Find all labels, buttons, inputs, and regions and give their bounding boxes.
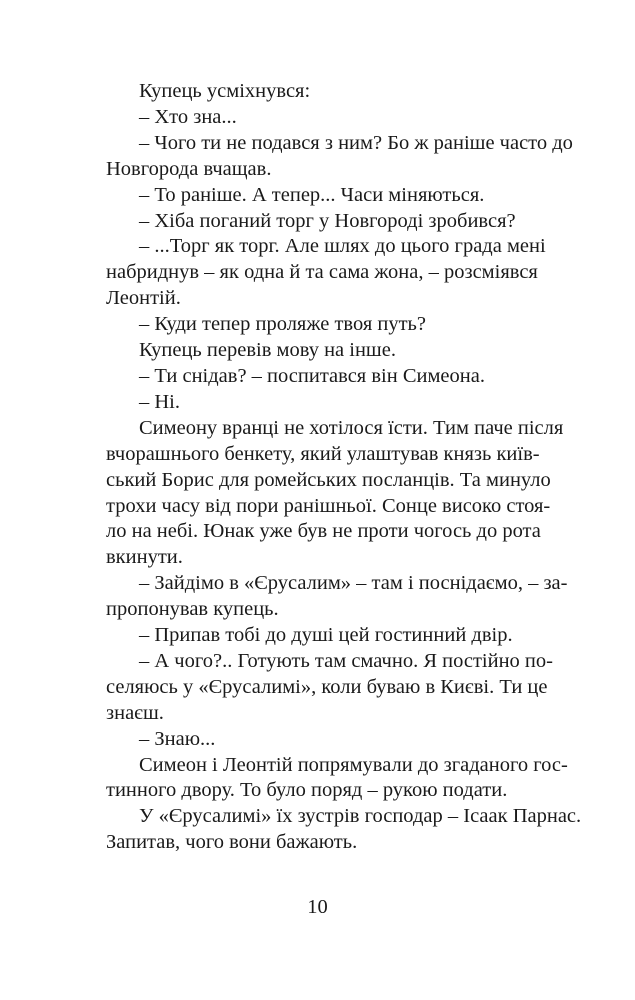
text-line: У «Єрусалимі» їх зустрів господар – Ісаак Парнас. [139,805,582,828]
text-line: – Припав тобі до душі цей гостинний двір. [139,624,513,647]
text-line: Купець усміхнувся: [139,80,311,102]
text-line: Купець перевів мову на інше. [139,339,396,362]
text-line: – Ні. [139,390,180,413]
text-line: ський Борис для ромейських посланців. Та минуло [106,468,551,491]
text-line: знаєш. [106,701,164,724]
text-line: вкинути. [106,546,183,569]
text-line: трохи часу від пори ранішньої. Сонце високо стоя- [106,494,551,517]
text-line: пропонував купець. [106,598,279,621]
text-line: – Хто зна... [139,105,237,128]
text-line: Леонтій. [106,287,181,310]
text-line: набриднув – як одна й та сама жона, – розсміявся [106,261,538,284]
text-line: – ...Торг як торг. Але шлях до цього града мені [139,235,546,258]
text-line: Новгорода вчащав. [106,157,272,180]
text-line: вчорашнього бенкету, який улаштував князь київ- [106,442,540,465]
text-line: Симеону вранці не хотілося їсти. Тим паче після [139,416,564,439]
text-line: селяюсь у «Єрусалимі», коли буваю в Києві. Ти це [106,675,548,698]
text-line: – Куди тепер проляже твоя путь? [139,313,427,336]
page-number: 10 [307,896,328,918]
text-line: – Зайдімо в «Єрусалим» – там і поснідаємо, – за- [139,572,568,595]
text-line: тинного двору. То було поряд – рукою подати. [106,779,508,802]
text-line: Симеон і Леонтій попрямували до згаданого гос- [139,753,568,776]
text-line: – То раніше. А тепер... Часи міняються. [139,183,485,206]
text-line: – Чого ти не подався з ним? Бо ж раніше часто до [139,131,573,154]
text-line: Запитав, чого вони бажають. [106,831,358,854]
text-line: – Ти снідав? – поспитався він Симеона. [139,364,485,387]
text-line: – Знаю... [139,727,216,750]
text-line: – Хіба поганий торг у Новгороді зробився? [139,209,516,232]
text-line: – А чого?.. Готують там смачно. Я постійно по- [139,649,553,672]
text-line: ло на небі. Юнак уже був не проти чогось до рота [106,520,541,543]
body-text [106,79,582,856]
